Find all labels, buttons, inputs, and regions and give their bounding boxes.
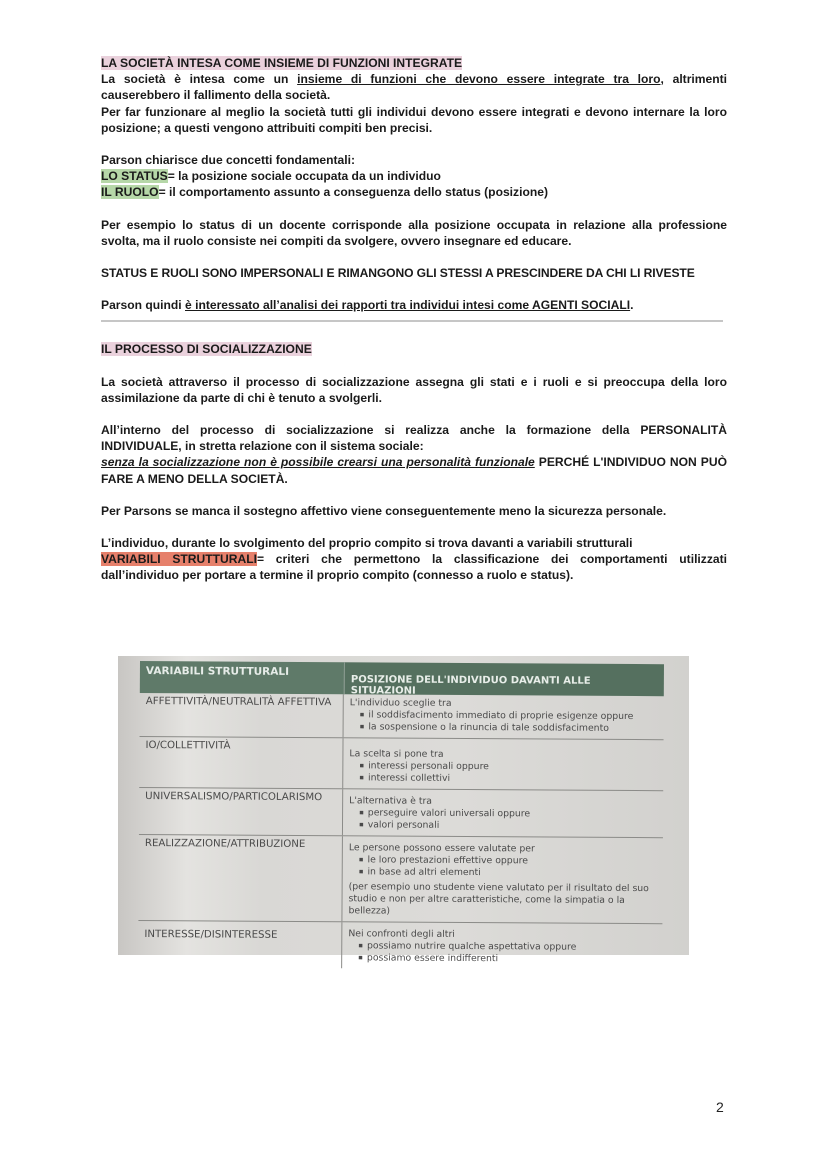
term-ruolo: IL RUOLO <box>101 185 159 200</box>
text: PERCHÉ L'INDIVIDUO NON PUÒ FARE A MENO DELLA SOCIETÀ. <box>101 455 727 486</box>
table-photo <box>118 656 689 965</box>
paragraph: La società attraverso il processo di socializzazione assegna gli stati e i ruoli e si preoccupa della loro assimilazione da parte di chi è tenuto a svolgerli. <box>101 374 727 405</box>
bullet-item: ▪ interessi collettivi <box>359 772 657 786</box>
bullet-item: ▪ le loro prestazioni effettive oppure <box>359 854 657 868</box>
bullet-item: ▪ possiamo essere indifferenti <box>358 952 656 966</box>
text: , altrimenti causerebbero il fallimento della società. <box>101 72 728 103</box>
bullet-item: ▪ possiamo nutrire qualche aspettativa oppure <box>358 940 656 954</box>
definition-text: = la posizione sociale occupata da un individuo <box>167 169 441 184</box>
cell-note: (per esempio uno studente viene valutato per il risultato del suo studio e non per altre caratteristiche, come la simpatia o la bellezza) <box>348 881 649 917</box>
bullet-item: ▪ valori personali <box>359 819 657 833</box>
term-variabili-strutturali: VARIABILI STRUTTURALI <box>101 552 257 567</box>
paragraph-caps: STATUS E RUOLI SONO IMPERSONALI E RIMANGONO GLI STESSI A PRESCINDERE DA CHI LI RIVESTE <box>101 266 695 281</box>
section-title-societa: LA SOCIETÀ INTESA COME INSIEME DI FUNZIONI INTEGRATE <box>101 56 463 70</box>
definition-text: = criteri che permettono la classificazione dei comportamenti utilizzati dall’individuo per portare a termine il proprio compito (connesso a ruolo e status). <box>101 552 727 583</box>
description-cell <box>343 738 663 790</box>
paragraph <box>101 71 727 103</box>
description-cell <box>343 789 663 837</box>
paragraph <box>101 297 727 313</box>
text: Parson quindi <box>101 298 185 313</box>
table-header <box>140 661 664 696</box>
table-row <box>139 737 663 791</box>
table-row <box>138 835 663 924</box>
section-title-socializzazione: IL PROCESSO DI SOCIALIZZAZIONE <box>101 342 312 357</box>
bullet-item: ▪ perseguire valori universali oppure <box>359 807 657 821</box>
bullet-item: ▪ la sospensione o la rinuncia di tale soddisfacimento <box>360 721 658 735</box>
text: La società è intesa come un <box>101 72 298 87</box>
bullet-item: ▪ in base ad altri elementi <box>359 866 657 880</box>
definition-status <box>101 168 727 184</box>
table-row <box>139 788 663 838</box>
bullet-item: ▪ il soddisfacimento immediato di proprie esigenze oppure <box>360 709 658 723</box>
underlined-text: insieme di funzioni che devono essere integrate tra loro <box>297 72 661 87</box>
term-status: LO STATUS <box>101 169 168 184</box>
definition-text: = il comportamento assunto a conseguenza dello status (posizione) <box>158 185 548 200</box>
cell-intro: La scelta si pone tra <box>349 748 444 760</box>
table-row <box>140 693 664 740</box>
table-row <box>138 921 662 970</box>
paragraph <box>101 454 727 486</box>
variable-cell: REALIZZAZIONE/ATTRIBUZIONE <box>138 835 343 921</box>
variable-cell: UNIVERSALISMO/PARTICOLARISMO <box>139 788 343 835</box>
variable-cell: INTERESSE/DISINTERESSE <box>138 921 342 968</box>
definition-variabili <box>101 551 727 583</box>
italic-underlined-text: senza la socializzazione non è possibile crearsi una personalità funzionale <box>101 455 535 470</box>
text: . <box>630 298 634 313</box>
cell-intro: L'individuo sceglie tra <box>349 697 452 709</box>
cell-intro: Nei confronti degli altri <box>348 928 455 940</box>
variable-cell: IO/COLLETTIVITÀ <box>139 737 343 788</box>
variables-table <box>138 661 664 970</box>
paragraph: Per Parsons se manca il sostegno affettivo viene conseguentemente meno la sicurezza personale. <box>101 503 667 518</box>
underlined-text: è interessato all’analisi dei rapporti tra individui intesi come AGENTI SOCIALI <box>185 298 631 313</box>
page-number: 2 <box>716 1099 724 1115</box>
description-cell <box>342 922 662 970</box>
cell-intro: Le persone possono essere valutate per <box>348 842 535 855</box>
description-cell <box>344 694 664 739</box>
column-header: VARIABILI STRUTTURALI <box>140 661 344 694</box>
cell-intro: L'alternativa è tra <box>349 795 433 807</box>
paragraph: All’interno del processo di socializzazione si realizza anche la formazione della PERSONALITÀ INDIVIDUALE, in stretta relazione con il sistema sociale: <box>101 423 727 454</box>
paragraph: Per esempio lo status di un docente corrisponde alla posizione occupata in relazione alla professione svolta, ma il ruolo consiste nei compiti da svolgere, ovvero insegnare ed educare. <box>101 217 727 248</box>
description-cell <box>342 836 663 923</box>
paragraph: Parson chiarisce due concetti fondamentali: <box>101 153 356 168</box>
column-header: POSIZIONE DELL'INDIVIDUO DAVANTI ALLE SITUAZIONI <box>344 662 664 696</box>
variable-cell: AFFETTIVITÀ/NEUTRALITÀ AFFETTIVA <box>140 693 344 737</box>
definition-ruolo <box>101 184 727 200</box>
paragraph: Per far funzionare al meglio la società tutti gli individui devono essere integrati e devono internare la loro posizione; a questi vengono attribuiti compiti ben precisi. <box>101 104 727 135</box>
paragraph: L’individuo, durante lo svolgimento del proprio compito si trova davanti a variabili strutturali <box>101 536 633 551</box>
bullet-item: ▪ interessi personali oppure <box>359 760 657 774</box>
document-page <box>101 55 727 584</box>
